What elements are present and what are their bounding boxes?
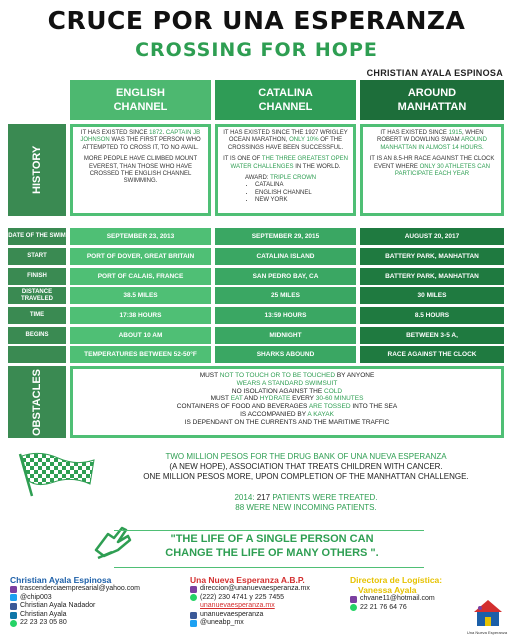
obs-highlight: ARE TOSSED	[308, 403, 351, 411]
cell-manhattan: BATTERY PARK, MANHATTAN	[360, 268, 504, 285]
history-english	[70, 124, 211, 216]
footer-contact-christian	[10, 575, 175, 628]
whatsapp-icon	[350, 604, 357, 611]
obs-currents: IS DEPENDANT ON THE CURRENTS AND THE MARITIME TRAFFIC	[184, 418, 390, 426]
history-manhattan	[360, 124, 504, 216]
phone-icon	[190, 594, 197, 601]
twitter-icon	[190, 620, 197, 627]
hist-cat-award: TRIPLE CROWN	[270, 175, 317, 182]
cell-english: PORT OF DOVER, GREAT BRITAIN	[70, 248, 211, 265]
obs-text: MUST	[210, 395, 231, 403]
cell-english: PORT OF CALAIS, FRANCE	[70, 268, 211, 285]
stats-count: 217	[256, 493, 271, 502]
hist-cat-text4: IN THE WORLD.	[293, 163, 341, 170]
cell-english: SEPTEMBER 23, 2013	[70, 228, 211, 245]
obstacles-box	[70, 366, 504, 438]
hist-man-athletes: ONLY 30 ATHLETES CAN PARTICIPATE EACH YEAR	[394, 163, 490, 178]
row-label: START	[8, 248, 66, 265]
cell-catalina: CATALINA ISLAND	[215, 248, 356, 265]
row-label: DISTANCE TRAVELED	[8, 287, 66, 304]
bank-line3: ONE MILLION PESOS MORE, UPON COMPLETION OF THE MANHATTAN CHALLENGE.	[143, 472, 469, 481]
cell-manhattan: AUGUST 20, 2017	[360, 228, 504, 245]
hist-eng-year: 1872	[149, 130, 163, 136]
row-label: BEGINS	[8, 327, 66, 344]
email-icon	[10, 586, 17, 593]
hist-cat-text: IT HAS EXISTED SINCE THE 1927 WRIGLEY OCEAN MARATHON,	[223, 130, 348, 144]
row-start	[8, 248, 504, 265]
row-distance	[8, 287, 504, 304]
whatsapp-icon	[10, 620, 17, 627]
obs-text: MUST	[199, 372, 220, 379]
footer-role: Directora de Logística:	[350, 575, 443, 585]
bank-line2: (A NEW HOPE), ASSOCIATION THAT TREATS CHILDREN WITH CANCER.	[169, 462, 443, 471]
hist-eng-text: IT HAS EXISTED SINCE	[80, 130, 150, 136]
cell-manhattan: RACE AGAINST THE CLOCK	[360, 346, 504, 363]
web-icon	[190, 603, 197, 610]
stats-text1: PATIENTS WERE TREATED.	[270, 493, 378, 502]
obs-text: NO ISOLATION AGAINST THE	[231, 387, 325, 395]
col-english-line2: CHANNEL	[113, 101, 168, 113]
cell-english: 38.5 MILES	[70, 287, 211, 304]
history-catalina	[215, 124, 356, 216]
hist-man-hours: AROUND MANHATTAN IN ALMOST 14 HOURS.	[380, 137, 487, 151]
page-title: CRUCE POR UNA ESPERANZA	[47, 6, 466, 35]
page-subtitle: CROSSING FOR HOPE	[135, 39, 378, 61]
bank-line1: TWO MILLION PESOS FOR THE DRUG BANK OF UNA NUEVA ESPERANZA	[165, 452, 447, 461]
row-time	[8, 307, 504, 324]
cell-english: ABOUT 10 AM	[70, 327, 211, 344]
author-name: CHRISTIAN AYALA ESPINOSA	[366, 68, 503, 78]
footer-facebook[interactable]: Christian Ayala Nadador	[20, 602, 96, 610]
cell-manhattan: 8.5 HOURS	[360, 307, 504, 324]
cell-manhattan: BATTERY PARK, MANHATTAN	[360, 248, 504, 265]
linkedin-icon	[10, 612, 17, 619]
footer-name: Una Nueva Esperanza A.B.P.	[190, 575, 305, 585]
award-item: • ENGLISH CHANNEL	[255, 190, 348, 197]
association-logo-icon	[468, 596, 508, 632]
obs-highlight: 30-60 MINUTES	[315, 395, 364, 403]
footer-name: Christian Ayala Espinosa	[10, 575, 112, 585]
cell-catalina: SEPTEMBER 29, 2015	[215, 228, 356, 245]
hist-cat-text2: OF THE CROSSINGS HAVE BEEN SUCCESSFUL.	[227, 137, 344, 151]
footer-facebook[interactable]: unanuevaesperanza	[200, 610, 264, 618]
award-item: • NEW YORK	[255, 197, 348, 204]
col-catalina-line1: CATALINA	[258, 87, 313, 99]
footer-linkedin[interactable]: Christian Ayala	[20, 610, 67, 618]
obs-highlight: COLD	[324, 387, 343, 395]
hist-cat-challenges: THE THREE GREATEST OPEN WATER CHALLENGES	[230, 156, 348, 170]
column-header-manhattan	[360, 80, 504, 120]
col-catalina-line2: CHANNEL	[258, 101, 313, 113]
footer-twitter[interactable]: @chip003	[20, 593, 52, 601]
history-label-box	[8, 124, 66, 216]
footer-contact-logistics	[350, 575, 465, 612]
checkered-flag-icon	[14, 450, 98, 498]
footer-phone: (222) 230 4741 y 225 7455	[200, 593, 285, 601]
footer-contact-association	[190, 575, 360, 628]
facebook-icon	[190, 612, 197, 619]
cell-catalina: MIDNIGHT	[215, 327, 356, 344]
cell-catalina: 25 MILES	[215, 287, 356, 304]
row-label	[8, 346, 66, 363]
footer-email[interactable]: direccion@unanuevaesperanza.mx	[200, 585, 310, 592]
footer-email[interactable]: chvane11@hotmail.com	[360, 595, 435, 602]
col-manhattan-line1: AROUND	[407, 87, 457, 99]
footer-phone: 22 23 23 05 80	[20, 619, 67, 627]
obs-highlight: HYDRATE	[259, 395, 291, 403]
obstacles-label-box	[8, 366, 66, 438]
footer-email[interactable]: trascenderciaempresarial@yahoo.com	[20, 585, 140, 592]
obs-text: BY ANYONE	[335, 372, 375, 379]
col-english-line1: ENGLISH	[116, 87, 165, 99]
obs-text: IS ACCOMPANIED BY	[240, 410, 308, 418]
hist-eng-everest: MORE PEOPLE HAVE CLIMBED MOUNT EVEREST, THAN THOSE WHO HAVE CROSSED THE ENGLISH CHANNEL SWIMMING.	[83, 156, 198, 185]
row-conditions	[8, 346, 504, 363]
obs-swimsuit: WEARS A STANDARD SWIMSUIT	[236, 379, 338, 387]
cell-catalina: SHARKS ABOUND	[215, 346, 356, 363]
facebook-icon	[10, 603, 17, 610]
footer-website[interactable]: unanuevaesperanza.mx	[200, 602, 275, 610]
hist-man-year: 1915	[448, 130, 462, 136]
hist-cat-pct: ONLY 10%	[289, 137, 319, 144]
row-label: TIME	[8, 307, 66, 324]
obs-highlight: NOT TO TOUCH OR TO BE TOUCHED	[219, 372, 336, 379]
hist-cat-text3: IT IS ONE OF	[223, 156, 262, 163]
cell-catalina: 13:59 HOURS	[215, 307, 356, 324]
email-icon	[350, 596, 357, 603]
column-header-english	[70, 80, 211, 120]
footer-phone: 22 21 76 64 76	[360, 603, 407, 611]
obs-text: INTO THE SEA	[350, 403, 398, 411]
bank-text	[100, 452, 512, 482]
quote-line1: "THE LIFE OF A SINGLE PERSON CAN	[170, 533, 374, 545]
hist-eng-captain: CAPTAIN JB JOHNSON	[80, 130, 201, 144]
cell-catalina: SAN PEDRO BAY, CA	[215, 268, 356, 285]
row-label: DATE OF THE SWIM	[8, 228, 66, 245]
row-label: FINISH	[8, 268, 66, 285]
obstacles-label: OBSTACLES	[31, 368, 43, 436]
row-date	[8, 228, 504, 245]
cell-english: 17:38 HOURS	[70, 307, 211, 324]
hist-man-text: IT HAS EXISTED SINCE	[380, 130, 449, 136]
stats-text	[100, 493, 512, 513]
obs-text: EVERY	[290, 395, 316, 403]
quote-line2: CHANGE THE LIFE OF MANY OTHERS ".	[165, 547, 379, 559]
hist-man-text3: IT IS AN 8.5-HR RACE AGAINST THE CLOCK EVENT WHERE	[369, 156, 495, 170]
logo-text: Una Nueva Esperanza	[466, 630, 508, 635]
award-item: • CATALINA	[255, 182, 348, 189]
cell-manhattan: 30 MILES	[360, 287, 504, 304]
hist-eng-text2: WAS THE FIRST PERSON WHO ATTEMPTED TO CROSS IT, TO NO AVAIL.	[82, 137, 201, 151]
row-finish	[8, 268, 504, 285]
history-label: HISTORY	[31, 145, 43, 195]
footer-name: Vanessa Ayala	[358, 585, 417, 595]
hist-cat-award-label: AWARD:	[245, 175, 271, 182]
email-icon	[190, 586, 197, 593]
twitter-icon	[10, 594, 17, 601]
obs-text: CONTAINERS OF FOOD AND BEVERAGES	[176, 403, 309, 411]
obs-highlight: A KAYAK	[307, 410, 334, 418]
column-header-catalina	[215, 80, 356, 120]
obs-text: AND	[242, 395, 260, 403]
stats-line2: 88 WERE NEW INCOMING PATIENTS.	[235, 503, 377, 512]
hist-man-text2: , WHEN ROBERT W DOWLING SWAM	[377, 130, 484, 144]
obs-highlight: EAT	[230, 395, 243, 403]
col-manhattan-line2: MANHATTAN	[397, 101, 467, 113]
hist-eng-sep: .	[162, 130, 166, 136]
quote-text	[120, 532, 424, 560]
stats-year: 2014:	[234, 493, 257, 502]
row-begins	[8, 327, 504, 344]
cell-manhattan: BETWEEN 3-5 A,	[360, 327, 504, 344]
footer-twitter[interactable]: @uneabp_mx	[200, 619, 244, 627]
cell-english: TEMPERATURES BETWEEN 52-50°F	[70, 346, 211, 363]
